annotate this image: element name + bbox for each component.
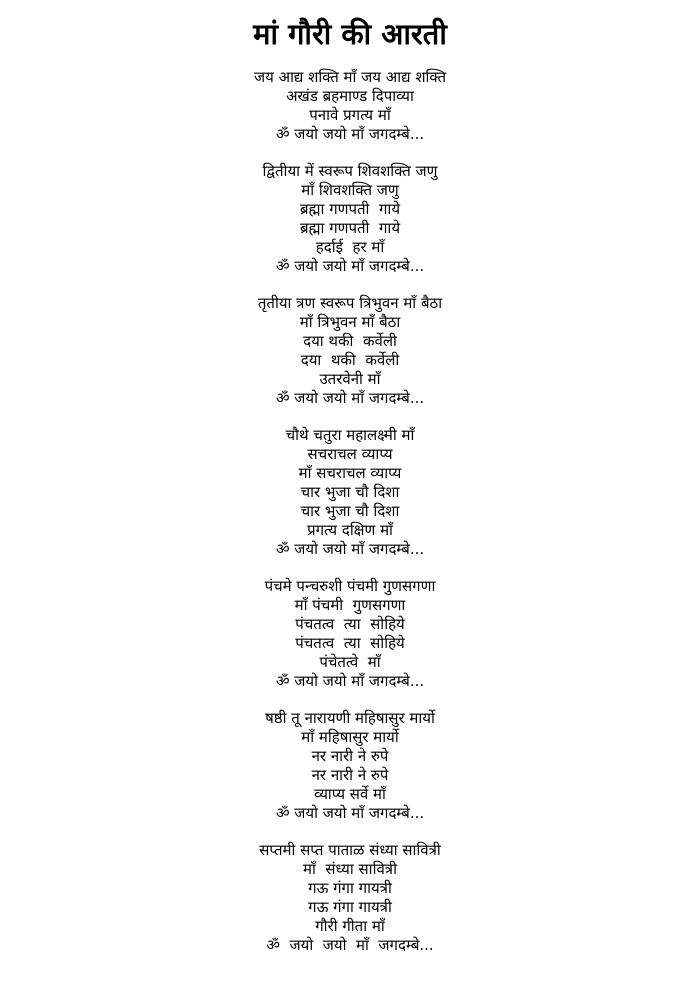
verse-line: माँ पंचमी गुणसगणा — [294, 596, 406, 614]
stanza — [0, 426, 700, 559]
verse-line: गऊ गंगा गायत्री — [308, 879, 392, 897]
verse-line: ॐ जयो जयो माँ जगदम्बे... — [275, 540, 425, 558]
verse-line: हर्दाई हर माँ — [315, 238, 385, 256]
verse-line: माँ सचराचल व्याप्य — [298, 464, 402, 482]
stanza — [0, 841, 700, 955]
verse-line: ॐ जयो जयो माँ जगदम्बे... — [266, 936, 434, 954]
verse-line: दया थकी कर्वेली — [303, 332, 397, 350]
verse-line: ॐ जयो जयो माँ जगदम्बे... — [275, 804, 425, 822]
verse-line: दया थकी कर्वेली — [300, 351, 400, 369]
verse-line: ॐ जयो जयो माँ जगदम्बे... — [275, 257, 425, 275]
verse-line: माँ शिवशक्ति जणु — [301, 181, 399, 199]
verse-line: ब्रह्मा गणपती गाये — [299, 200, 401, 218]
verse-line: पंचतत्व त्या सोहिये — [295, 634, 405, 652]
verse-line: अखंड ब्रहमाण्ड दिपाव्या — [286, 87, 414, 105]
verse-line: सप्तमी सप्त पाताळ संध्या सावित्री — [259, 841, 441, 859]
stanza — [0, 294, 700, 408]
verse-line: माँ त्रिभुवन माँ बैठा — [299, 313, 401, 331]
verse-line: ॐ जयो जयो माँ जगदम्बे... — [275, 672, 425, 690]
verse-line: ॐ जयो जयो माँ जगदम्बे... — [275, 125, 425, 143]
verse-line: नर नारी ने रुपे — [311, 766, 389, 784]
verse-line: चार भुजा चौ दिशा — [300, 483, 400, 501]
verse-line: गौरी गीता माँ — [315, 917, 385, 935]
verse-line: नर नारी ने रुपे — [311, 747, 389, 765]
verse-line: द्वितीया में स्वरूप शिवशक्ति जणु — [262, 162, 438, 180]
verse-line: गऊ गंगा गायत्री — [308, 898, 392, 916]
stanza — [0, 709, 700, 823]
verse-line: चार भुजा चौ दिशा — [300, 502, 400, 520]
verse-line: तृतीया त्रण स्वरूप त्रिभुवन माँ बैठा — [257, 294, 443, 312]
verse-line: प्रगत्य दक्षिण माँ — [307, 521, 393, 539]
verse-line: माँ महिषासुर मार्यो — [301, 728, 399, 746]
stanza-list — [0, 68, 700, 955]
verse-line: सचराचल व्याप्य — [307, 445, 393, 463]
stanza — [0, 577, 700, 691]
verse-line: ब्रह्मा गणपती गाये — [299, 219, 401, 237]
verse-line: जय आद्य शक्ति माँ जय आद्य शक्ति — [253, 68, 447, 86]
verse-line: ॐ जयो जयो माँ जगदम्बे... — [275, 389, 425, 407]
stanza — [0, 162, 700, 276]
stanza — [0, 68, 700, 144]
verse-line: षष्ठी तू नारायणी महिषासुर मार्यो — [265, 709, 435, 727]
verse-line: व्याप्य सर्वे माँ — [314, 785, 386, 803]
verse-line: चौथे चतुरा महालक्ष्मी माँ — [285, 426, 415, 444]
page-title: मां गौरी की आरती — [253, 17, 447, 51]
verse-line: उतरवेनी माँ — [319, 370, 381, 388]
verse-line: पनावे प्रगत्य माँ — [309, 106, 391, 124]
verse-line: पंचतत्व त्या सोहिये — [295, 615, 405, 633]
verse-line: पंचमे पन्चरुशी पंचमी गुणसगणा — [264, 577, 436, 595]
verse-line: पंचेतत्वे माँ — [319, 653, 381, 671]
verse-line: माँ संध्या सावित्री — [303, 860, 397, 878]
